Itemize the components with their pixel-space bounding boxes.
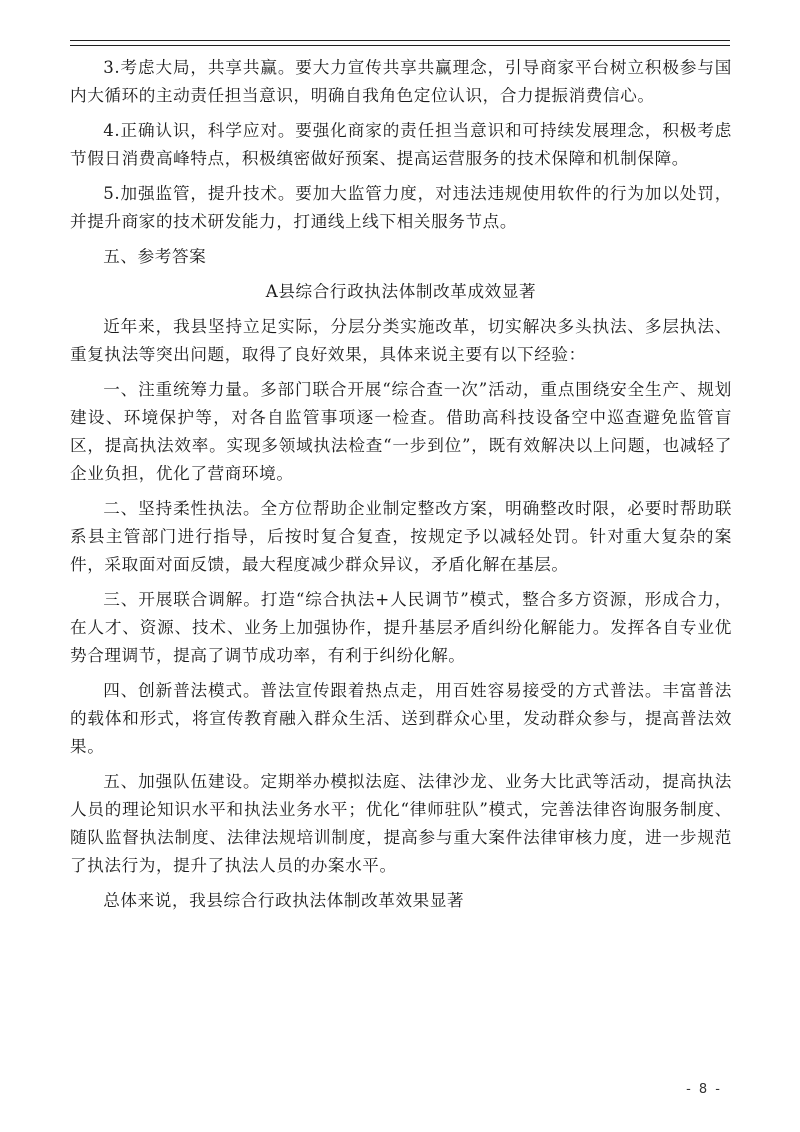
- header-rule-top: [70, 40, 730, 41]
- paragraph-experience-1: 一、注重统筹力量。多部门联合开展“综合查一次”活动，重点围绕安全生产、规划建设、环境保护等，对各自监管事项逐一检查。借助高科技设备空中巡查避免监管盲区，提高执法效率。实现多领域执法检查“一步到位”，既有效解决以上问题，也减轻了企业负担，优化了营商环境。: [70, 380, 732, 483]
- paragraph-experience-3: 三、开展联合调解。打造“综合执法+人民调节”模式，整合多方资源，形成合力，在人才、资源、技术、业务上加强协作，提升基层矛盾纠纷化解能力。发挥各自专业优势合理调节，提高了调节成功率，有利于纠纷化解。: [70, 590, 732, 665]
- header-rule-bottom: [70, 45, 730, 46]
- paragraph-experience-4: 四、创新普法模式。普法宣传跟着热点走，用百姓容易接受的方式普法。丰富普法的载体和形式，将宣传教育融入群众生活、送到群众心里，发动群众参与，提高普法效果。: [70, 681, 732, 756]
- paragraph-conclusion: 总体来说，我县综合行政执法体制改革效果显著: [103, 891, 465, 910]
- document-body: [70, 54, 732, 922]
- paragraph-point-3: 3.考虑大局，共享共赢。要大力宣传共享共赢理念，引导商家平台树立积极参与国内大循环的主动责任担当意识，明确自我角色定位认识，合力提振消费信心。: [70, 58, 732, 105]
- essay-title: A县综合行政执法体制改革成效显著: [265, 282, 537, 301]
- paragraph-experience-5: 五、加强队伍建设。定期举办模拟法庭、法律沙龙、业务大比武等活动，提高执法人员的理论知识水平和执法业务水平；优化“律师驻队”模式，完善法律咨询服务制度、随队监督执法制度、法律法规培训制度，提高参与重大案件法律审核力度，进一步规范了执法行为，提升了执法人员的办案水平。: [70, 772, 732, 875]
- paragraph-experience-2: 二、坚持柔性执法。全方位帮助企业制定整改方案，明确整改时限，必要时帮助联系县主管部门进行指导，后按时复合复查，按规定予以减轻处罚。针对重大复杂的案件，采取面对面反馈，最大程度减少群众异议，矛盾化解在基层。: [70, 499, 732, 574]
- paragraph-intro: 近年来，我县坚持立足实际，分层分类实施改革，切实解决多头执法、多层执法、重复执法等突出问题，取得了良好效果，具体来说主要有以下经验：: [70, 317, 732, 364]
- page-number: - 8 -: [686, 1082, 722, 1097]
- section-heading: 五、参考答案: [103, 247, 207, 266]
- paragraph-point-5: 5.加强监管，提升技术。要加大监管力度，对违法违规使用软件的行为加以处罚，并提升商家的技术研发能力，打通线上线下相关服务节点。: [70, 184, 732, 231]
- paragraph-point-4: 4.正确认识，科学应对。要强化商家的责任担当意识和可持续发展理念，积极考虑节假日消费高峰特点，积极缜密做好预案、提高运营服务的技术保障和机制保障。: [70, 121, 732, 168]
